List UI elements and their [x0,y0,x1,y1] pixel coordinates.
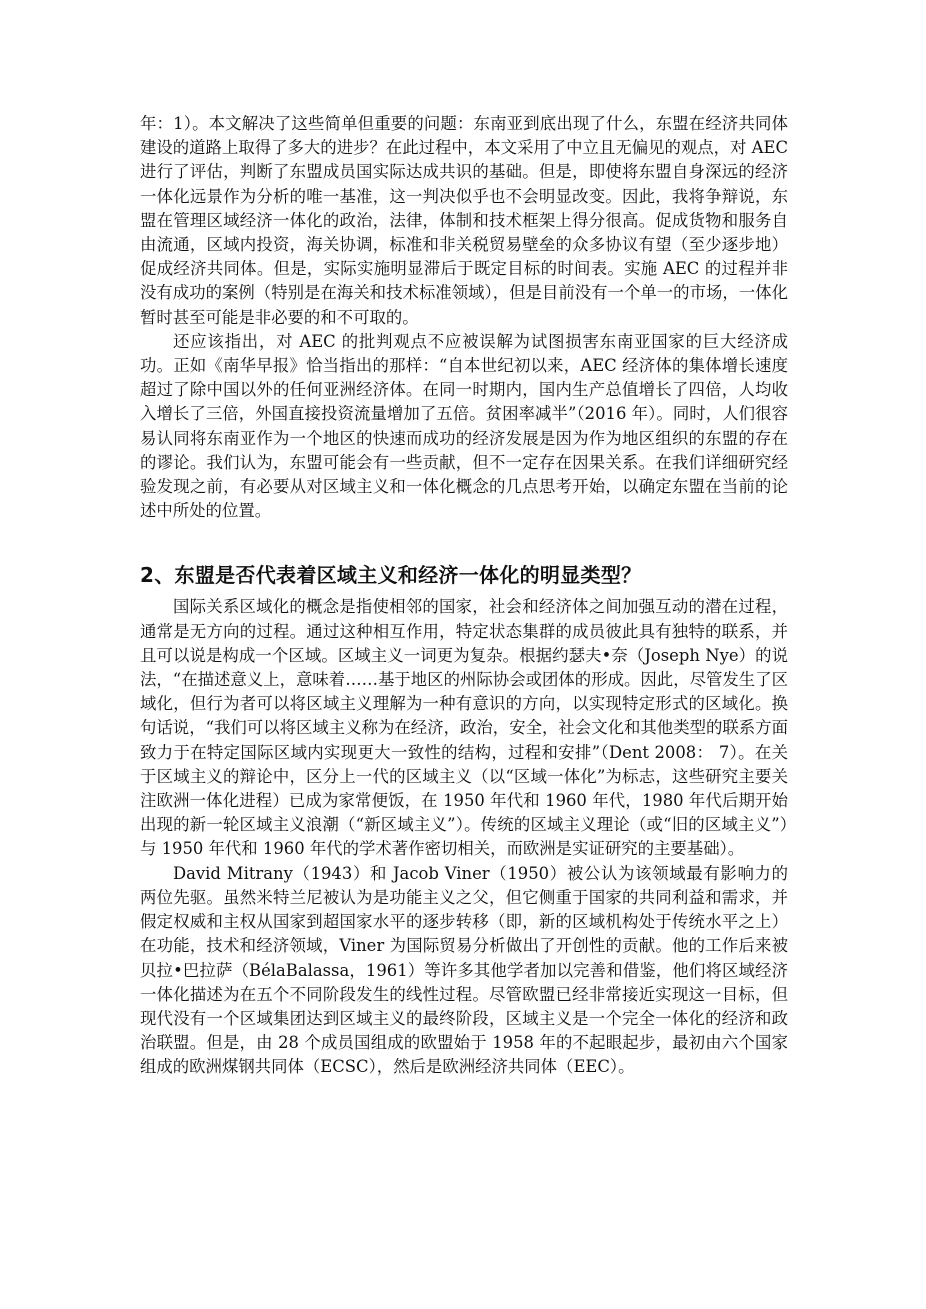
paragraph-aec-critique: 还应该指出，对 AEC 的批判观点不应被误解为试图损害东南亚国家的巨大经济成功。正如《南华早报》恰当指出的那样：“自本世纪初以来，AEC 经济体的集体增长速度超过了除中国以外的任何亚洲经济体。在同一时期内，国内生产总值增长了四倍，人均收入增长了三倍，外国直接投资流量增加了五倍。贫困率减半”（2016 年）。同时，人们很容易认同将东南亚作为一个地区的快速而成功的经济发展是因为作为地区组织的东盟的存在的谬论。我们认为，东盟可能会有一些贡献，但不一定存在因果关系。在我们详细研究经验发现之前，有必要从对区域主义和一体化概念的几点思考开始，以确定东盟在当前的论述中所处的位置。 [140,331,788,521]
paragraph-mitrany-viner: David Mitrany（1943）和 Jacob Viner（1950）被公认为该领域最有影响力的两位先驱。虽然米特兰尼被认为是功能主义之父，但它侧重于国家的共同利益和需求，并假定权威和主权从国家到超国家水平的逐步转移（即，新的区域机构处于传统水平之上）在功能，技术和经济领域，Viner 为国际贸易分析做出了开创性的贡献。他的工作后来被贝拉•巴拉萨（BélaBalassa，1961）等许多其他学者加以完善和借鉴，他们将区域经济一体化描述为在五个不同阶段发生的线性过程。尽管欧盟已经非常接近实现这一目标，但现代没有一个区域集团达到区域主义的最终阶段，区域主义是一个完全一体化的经济和政治联盟。但是，由 28 个成员国组成的欧盟始于 1958 年的不起眼起步，最初由六个国家组成的欧洲煤钢共同体（ECSC），然后是欧洲经济共同体（EEC）。 [140,863,788,1077]
section-heading-2: 2、东盟是否代表着区域主义和经济一体化的明显类型？ [140,563,642,588]
document-page [140,112,788,1080]
paragraph-intro-continued: 年：1）。本文解决了这些简单但重要的问题：东南亚到底出现了什么，东盟在经济共同体建设的道路上取得了多大的进步？在此过程中，本文采用了中立且无偏见的观点，对 AEC 进行了评估，判断了东盟成员国实际达成共识的基础。但是，即使将东盟自身深远的经济一体化远景作为分析的唯一基准，这一判决似乎也不会明显改变。因此，我将争辩说，东盟在管理区域经济一体化的政治，法律，体制和技术框架上得分很高。促成货物和服务自由流通，区域内投资，海关协调，标准和非关税贸易壁垒的众多协议有望（至少逐步地）促成经济共同体。但是，实际实施明显滞后于既定目标的时间表。实施 AEC 的过程并非没有成功的案例（特别是在海关和技术标准领域），但是目前没有一个单一的市场，一体化暂时甚至可能是非必要的和不可取的。 [140,114,789,327]
paragraph-regionalism-concept: 国际关系区域化的概念是指使相邻的国家，社会和经济体之间加强互动的潜在过程，通常是无方向的过程。通过这种相互作用，特定状态集群的成员彼此具有独特的联系，并且可以说是构成一个区域。区域主义一词更为复杂。根据约瑟夫•奈（Joseph Nye）的说法，“在描述意义上，意味着……基于地区的州际协会或团体的形成。因此，尽管发生了区域化，但行为者可以将区域主义理解为一种有意识的方向，以实现特定形式的区域化。换句话说，“我们可以将区域主义称为在经济，政治，安全，社会文化和其他类型的联系方面致力于在特定国际区域内实现更大一致性的结构，过程和安排”（Dent 2008： 7）。在关于区域主义的辩论中，区分上一代的区域主义（以“区域一体化”为标志，这些研究主要关注欧洲一体化进程）已成为家常便饭，在 1950 年代和 1960 年代，1980 年代后期开始出现的新一轮区域主义浪潮（“新区域主义”）。传统的区域主义理论（或“旧的区域主义”）与 1950 年代和 1960 年代的学术著作密切相关，而欧洲是实证研究的主要基础）。 [140,597,788,859]
